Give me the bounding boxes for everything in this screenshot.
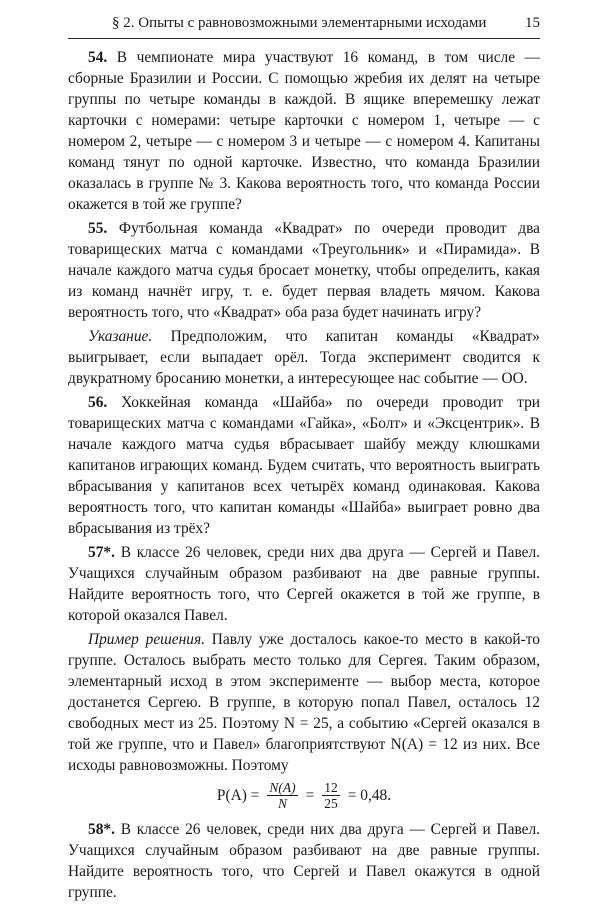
problem-text: Футбольная команда «Квадрат» по очереди проводит два товарищеских матча с командами «Треугольник» и «Пирамида». В начале каждого матча судья бросает монетку, чтобы определить, какая из команд начнёт игру, т. е. будет первая владеть мячом. Какова вероятность того, что «Квадрат» оба раза будет начинать игру?: [68, 220, 540, 321]
fraction-numerator: 12: [324, 780, 338, 795]
problem-number: 55.: [88, 220, 108, 237]
page-number: 15: [525, 15, 540, 31]
fraction-denominator: 25: [324, 796, 338, 811]
problem-number: 54.: [88, 49, 108, 66]
problem-number: 56.: [88, 394, 108, 411]
problem-text: В чемпионате мира участвуют 16 команд, в том числе — сборные Бразилии и России. С помощью жребия их делят на четыре группы по четыре команды в каждой. В ящике вперемешку лежат карточки с номерами: четыре карточки с номером 1, четыре — с номером 2, четыре — с номером 3 и четыре — с номером 4. Капитаны команд тянут по одной карточке. Известно, что команда Бразилии оказалась в группе № 3. Какова вероятность того, что команда России окажется в той же группе?: [68, 49, 540, 213]
problem-54: [68, 47, 540, 215]
problem-text: Хоккейная команда «Шайба» по очереди проводит три товарищеских матча с командами «Гайка», «Болт» и «Эксцентрик». В начале каждого матча судья вбрасывает шайбу между клюшками капитанов играющих команд. Будем считать, что вероятность выиграть вбрасывания у капитанов всех четырёх команд одинаковая. Какова вероятность того, что капитан команды «Шайба» выиграет ровно два вбрасывания из трёх?: [68, 394, 541, 537]
problem-55-hint: [68, 326, 540, 389]
fraction-numerator: N(A): [269, 780, 296, 795]
hint-text: Предположим, что капитан команды «Квадрат» выигрывает, если выпадает орёл. Тогда эксперимент сводится к двукратному бросанию монетки, а интересующее нас событие — ОО.: [68, 328, 540, 387]
running-header: [68, 10, 540, 36]
problem-text: В классе 26 человек, среди них два друга — Сергей и Павел. Учащихся случайным образом разбивают на две равные группы. Найдите вероятность того, что Сергей и Павел окажутся в одной группе.: [68, 821, 540, 901]
solution-text: Павлу уже досталось какое-то место в какой-то группе. Осталось выбрать место только для Сергея. Таким образом, элементарный исход в этом эксперименте — выбор места, которое достанется Сергею. В группе, в которую попал Павел, осталось 12 свободных мест из 25. Поэтому N = 25, а событию «Сергей оказался в той же группе, что и Павел» благоприятствуют N(A) = 12 из них. Все исходы равновозможны. Поэтому: [68, 631, 540, 774]
formula-equals: =: [305, 787, 315, 804]
solution-label: Пример решения.: [88, 631, 205, 648]
problem-list: [68, 47, 540, 906]
header-rule: [68, 38, 540, 39]
problem-text: В классе 26 человек, среди них два друга — Сергей и Павел. Учащихся случайным образом разбивают на две равные группы. Найдите вероятность того, что Сергей окажется в той же группе, в которой оказался Павел.: [68, 544, 540, 624]
formula-lhs: P(A) =: [216, 787, 260, 804]
section-title: § 2. Опыты с равновозможными элементарными исходами: [112, 15, 487, 31]
problem-55: [68, 218, 540, 323]
problem-58: [68, 819, 540, 903]
problem-number: 57*.: [88, 544, 115, 561]
formula-result: = 0,48.: [347, 787, 392, 804]
fraction-denominator: N: [277, 796, 287, 811]
problem-57-solution: [68, 629, 540, 776]
hint-label: Указание.: [88, 328, 153, 345]
fraction-n-a-over-n: [267, 780, 297, 811]
problem-56: [68, 392, 540, 539]
problem-57: [68, 542, 540, 626]
fraction-12-over-25: [322, 780, 340, 811]
probability-formula: [68, 780, 540, 811]
problem-number: 58*.: [88, 821, 115, 838]
